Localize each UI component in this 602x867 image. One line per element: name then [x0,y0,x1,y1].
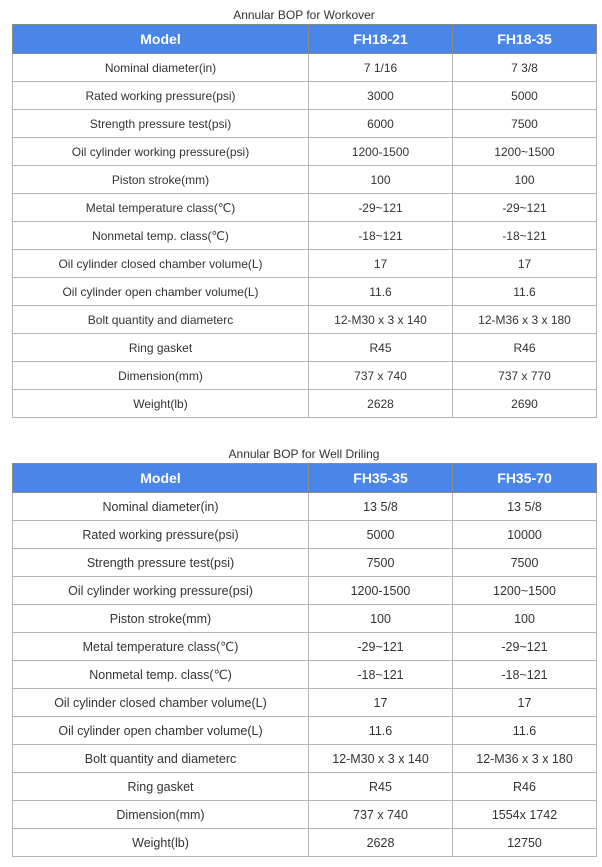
row-value: 6000 [309,110,453,138]
row-value: -29~121 [453,633,597,661]
row-label: Piston stroke(mm) [13,166,309,194]
row-value: 100 [453,166,597,194]
row-value: 1200-1500 [309,138,453,166]
row-label: Nonmetal temp. class(℃) [13,222,309,250]
header-model: Model [13,464,309,493]
row-label: Oil cylinder working pressure(psi) [13,138,309,166]
header-model-1: FH18-21 [309,25,453,54]
table-row [13,278,597,306]
row-value: 12-M30 x 3 x 140 [309,306,453,334]
table-row [13,110,597,138]
row-label: Bolt quantity and diameterc [13,306,309,334]
table-row [13,689,597,717]
header-model-1: FH35-35 [309,464,453,493]
row-value: -29~121 [453,194,597,222]
table-row [13,605,597,633]
row-label: Strength pressure test(psi) [13,110,309,138]
row-label: Metal temperature class(℃) [13,194,309,222]
table-row [13,250,597,278]
row-value: 100 [309,166,453,194]
workover-section [12,6,596,418]
table-row [13,801,597,829]
row-label: Oil cylinder closed chamber volume(L) [13,689,309,717]
table-row [13,773,597,801]
row-value: 737 x 770 [453,362,597,390]
row-value: 11.6 [309,717,453,745]
row-value: 3000 [309,82,453,110]
workover-caption: Annular BOP for Workover [233,8,375,22]
row-value: 11.6 [309,278,453,306]
row-value: 17 [309,689,453,717]
table-row [13,549,597,577]
table-row [13,194,597,222]
row-value: 12-M36 x 3 x 180 [453,306,597,334]
row-value: 5000 [309,521,453,549]
row-label: Piston stroke(mm) [13,605,309,633]
table-row [13,82,597,110]
table-row [13,829,597,857]
row-label: Nominal diameter(in) [13,54,309,82]
row-label: Oil cylinder open chamber volume(L) [13,717,309,745]
row-value: R45 [309,773,453,801]
row-label: Dimension(mm) [13,362,309,390]
table-row [13,521,597,549]
row-value: 7 1/16 [309,54,453,82]
header-model-2: FH35-70 [453,464,597,493]
row-value: 17 [453,250,597,278]
row-label: Ring gasket [13,334,309,362]
row-value: 100 [453,605,597,633]
header-model: Model [13,25,309,54]
row-value: 2628 [309,390,453,418]
row-value: -29~121 [309,633,453,661]
well-drilling-spec-table [12,463,597,857]
table-row [13,362,597,390]
workover-spec-table [12,24,597,418]
row-value: 17 [453,689,597,717]
well-drilling-section [12,445,596,857]
row-label: Oil cylinder working pressure(psi) [13,577,309,605]
row-value: R46 [453,334,597,362]
row-value: -18~121 [453,661,597,689]
row-label: Nominal diameter(in) [13,493,309,521]
table-row [13,390,597,418]
row-label: Rated working pressure(psi) [13,82,309,110]
header-row [13,464,597,493]
row-value: 12750 [453,829,597,857]
row-label: Oil cylinder closed chamber volume(L) [13,250,309,278]
table-row [13,54,597,82]
table-row [13,717,597,745]
row-value: 737 x 740 [309,362,453,390]
row-label: Metal temperature class(℃) [13,633,309,661]
row-value: 13 5/8 [453,493,597,521]
row-value: 1200~1500 [453,138,597,166]
row-value: 1200~1500 [453,577,597,605]
well-drilling-caption: Annular BOP for Well Driling [228,447,380,461]
row-label: Oil cylinder open chamber volume(L) [13,278,309,306]
table-row [13,334,597,362]
row-label: Strength pressure test(psi) [13,549,309,577]
row-label: Weight(lb) [13,829,309,857]
row-value: 10000 [453,521,597,549]
row-value: 1200-1500 [309,577,453,605]
table-row [13,493,597,521]
row-value: 13 5/8 [309,493,453,521]
row-value: 737 x 740 [309,801,453,829]
table-row [13,633,597,661]
row-value: 7 3/8 [453,54,597,82]
row-value: 12-M30 x 3 x 140 [309,745,453,773]
table-row [13,661,597,689]
row-value: 1554x 1742 [453,801,597,829]
header-model-2: FH18-35 [453,25,597,54]
row-value: 7500 [309,549,453,577]
row-value: R45 [309,334,453,362]
row-label: Dimension(mm) [13,801,309,829]
row-value: 7500 [453,110,597,138]
row-label: Weight(lb) [13,390,309,418]
row-value: -18~121 [309,661,453,689]
row-label: Bolt quantity and diameterc [13,745,309,773]
table-row [13,745,597,773]
row-value: 12-M36 x 3 x 180 [453,745,597,773]
row-label: Nonmetal temp. class(℃) [13,661,309,689]
row-value: 7500 [453,549,597,577]
table-row [13,138,597,166]
table-row [13,166,597,194]
row-value: R46 [453,773,597,801]
row-value: -18~121 [453,222,597,250]
row-value: 2690 [453,390,597,418]
row-value: 11.6 [453,717,597,745]
row-value: 100 [309,605,453,633]
row-label: Rated working pressure(psi) [13,521,309,549]
row-value: 2628 [309,829,453,857]
table-row [13,577,597,605]
table-row [13,222,597,250]
row-value: 11.6 [453,278,597,306]
header-row [13,25,597,54]
row-value: -18~121 [309,222,453,250]
row-label: Ring gasket [13,773,309,801]
table-row [13,306,597,334]
row-value: 17 [309,250,453,278]
row-value: -29~121 [309,194,453,222]
row-value: 5000 [453,82,597,110]
